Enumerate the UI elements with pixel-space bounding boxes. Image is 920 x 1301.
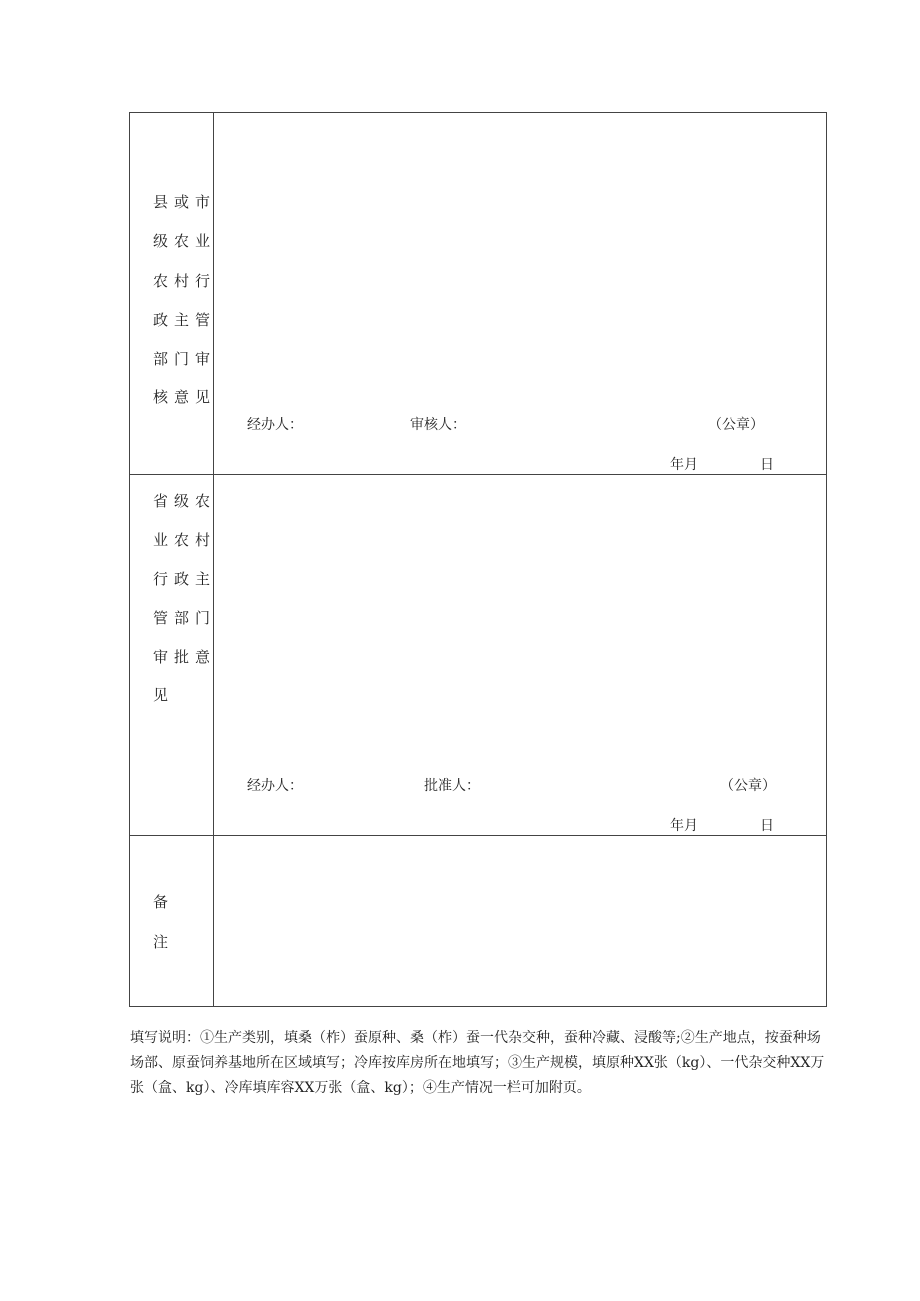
county-label-line-6: 核意见 — [153, 388, 217, 406]
province-label-line-5: 审批意 — [153, 648, 217, 666]
county-label-line-3: 农村行 — [153, 272, 217, 290]
province-label-line-2: 业农村 — [153, 531, 217, 549]
approval-form-table — [129, 112, 827, 1007]
province-seal-label: （公章） — [720, 778, 776, 794]
province-date-year-month: 年月 — [670, 818, 698, 834]
county-label-line-4: 政主管 — [153, 311, 217, 329]
county-handler-label: 经办人： — [247, 417, 303, 433]
county-date-year-month: 年月 — [670, 457, 698, 473]
county-review-label-cell — [130, 113, 217, 474]
remarks-label-line-1: 备 — [153, 893, 175, 911]
remarks-label-line-2: 注 — [153, 933, 175, 951]
province-label-line-3: 行政主 — [153, 570, 217, 588]
remarks-row — [130, 836, 826, 1006]
province-approver-label: 批准人： — [424, 778, 480, 794]
county-label-line-2: 级农业 — [153, 232, 217, 250]
province-date-day: 日 — [760, 818, 774, 834]
county-seal-label: （公章） — [708, 417, 764, 433]
filling-instructions: 填写说明：①生产类别，填桑（柞）蚕原种、桑（柞）蚕一代杂交种，蚕种冷藏、浸酸等;②生产地点，按蚕种场场部、原蚕饲养基地所在区域填写；冷库按库房所在地填写；③生产规模，填原种XX张（kg）、一代杂交种XX万张（盒、kg）、冷库填库容XX万张（盒、kg）；④生产情况一栏可加附页。 — [130, 1030, 825, 1096]
county-label-line-1: 县或市 — [153, 193, 217, 211]
province-approval-row — [130, 475, 826, 836]
province-approval-label-cell — [130, 475, 217, 835]
county-reviewer-label: 审核人： — [410, 417, 466, 433]
county-label-line-5: 部门审 — [153, 350, 217, 368]
province-label-line-1: 省级农 — [153, 492, 217, 510]
remarks-label-cell — [130, 836, 214, 1006]
province-handler-label: 经办人： — [247, 778, 303, 794]
province-label-line-4: 管部门 — [153, 609, 217, 627]
county-review-row — [130, 113, 826, 475]
county-date-day: 日 — [760, 457, 774, 473]
province-label-line-6: 见 — [153, 686, 175, 704]
